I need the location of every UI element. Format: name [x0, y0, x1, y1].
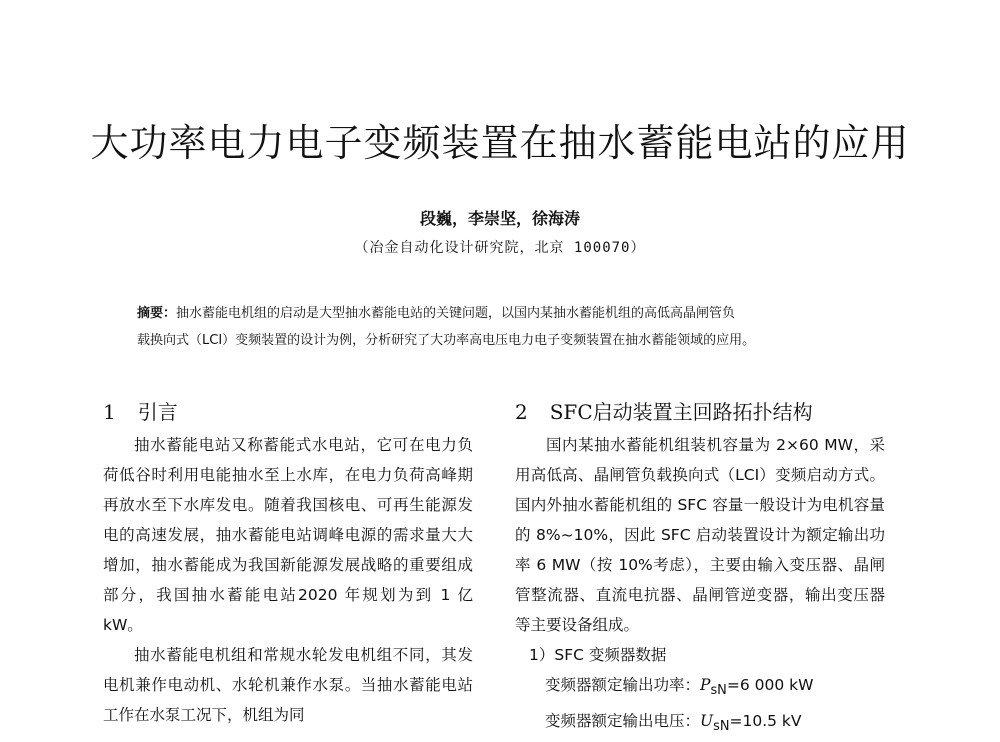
rated-voltage-value: =10.5 kV — [729, 712, 802, 731]
rated-voltage-label: 变频器额定输出电压： — [545, 712, 701, 731]
abstract-text-line2: 载换向式（LCI）变频装置的设计为例，分析研究了大功率高电压电力电子变频装置在抽水蓄能领域的应用。 — [137, 333, 756, 348]
right-column — [515, 430, 885, 742]
section-2-title: SFC启动装置主回路拓扑结构 — [549, 400, 813, 424]
section-2-number: 2 — [515, 400, 528, 424]
sfc-data-item: 1）SFC 变频器数据 — [529, 646, 667, 664]
section-2-paragraph-1: 国内某抽水蓄能机组装机容量为 2×60 MW，采用高低高、晶闸管负载换向式（LCI）变频启动方式。国内外抽水蓄能机组的 SFC 容量一般设计为电机容量的 8%~10%，因此 SFC 启动装置设计为额定输出功率 6 MW（按 10%考虑），主要由输入变压器、晶闸管整流器、直流电抗器、晶闸管逆变器，输出变压器等主要设备组成。 — [515, 436, 885, 634]
abstract-label: 摘要： — [137, 306, 177, 321]
paper-title: 大功率电力电子变频装置在抽水蓄能电站的应用 — [90, 121, 910, 165]
abstract-text-line1: 抽水蓄能电机组的启动是大型抽水蓄能电站的关键问题，以国内某抽水蓄能机组的高低高晶闸管负 — [176, 306, 736, 321]
section-1-paragraph-2: 抽水蓄能电机组和常规水轮发电机组不同，其发电机兼作电动机、水轮机兼作水泵。当抽水蓄能电站工作在水泵工况下，机组为同 — [103, 646, 473, 724]
rated-power-label: 变频器额定输出功率： — [545, 676, 701, 694]
rated-voltage-formula — [515, 706, 885, 742]
section-1-paragraph-1: 抽水蓄能电站又称蓄能式水电站，它可在电力负荷低谷时利用电能抽水至上水库，在电力负荷高峰期再放水至下水库发电。随着我国核电、可再生能源发电的高速发展，抽水蓄能电站调峰电源的需求量大大增加，抽水蓄能成为我国新能源发展战略的重要组成部分，我国抽水蓄能电站2020 年规划为到 1 亿 kW。 — [103, 436, 473, 634]
section-2-heading — [515, 396, 813, 425]
rated-power-subscript: sN — [710, 683, 727, 699]
rated-power-formula — [515, 670, 885, 706]
rated-power-value: =6 000 kW — [726, 676, 814, 694]
rated-voltage-symbol: U — [700, 712, 714, 731]
author-list: 段巍，李崇坚，徐海涛 — [419, 209, 580, 228]
rated-power-symbol: P — [700, 676, 711, 694]
abstract — [137, 300, 867, 354]
section-1-heading — [103, 396, 178, 425]
left-column — [103, 430, 473, 730]
section-1-title: 引言 — [137, 400, 178, 424]
affiliation: （冶金自动化设计研究院，北京 100070） — [354, 240, 646, 256]
section-1-number: 1 — [103, 400, 116, 424]
rated-voltage-subscript: sN — [713, 719, 730, 735]
